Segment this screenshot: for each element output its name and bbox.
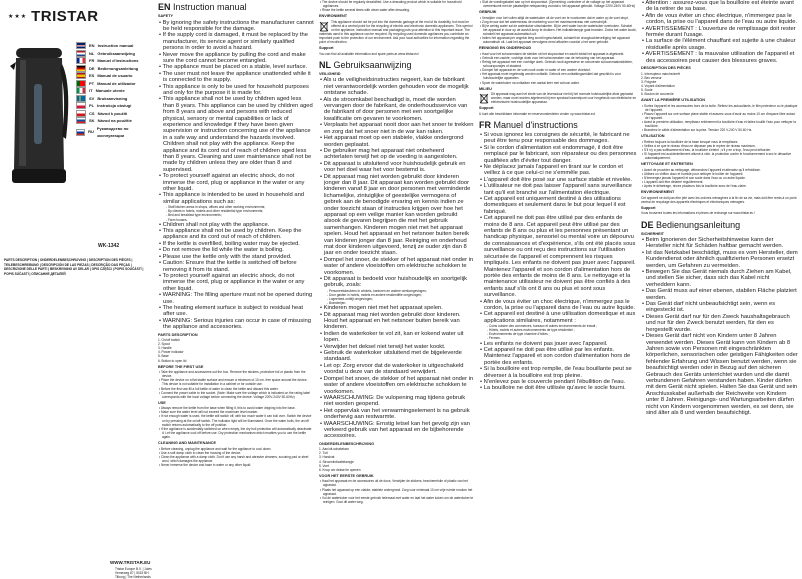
list-item: • Place the device on a flat stable surface and ensure a minimum of 10 cm. free space around the device. This device is not suitable for installation in a cabinet or for outside use.: [158, 378, 314, 386]
list-item: • Please use the kettle only with the stand provided.: [158, 254, 314, 260]
before-heading-fr: AVANT LA PREMIÈRE UTILISATION: [641, 98, 705, 103]
list-item: • AVERTISSEMENT : L'ouverture de remplissage doit rester fermée durant l'usage.: [641, 26, 799, 39]
list-item: • La surface de l'élément chauffant est sujette à une chaleur résiduelle après usage.: [641, 38, 799, 51]
parts-list-fr: [641, 72, 799, 97]
list-item: • Indien het apparaat per ongeluk leeg wordt ingeschakeld, schakelt de droogkookbeveiliging het apparaat automatisch uit. Laat het apparaat vervolgens eerst afkoelen voordat u het weer gebruikt.: [479, 36, 637, 44]
list-item: 5. Voet: [319, 463, 329, 468]
language-de: DE Bedienungsanleitung: [76, 65, 150, 73]
list-item: • Avant la première utilisation, remplissez entièrement la bouilloire d'eau et faites bouillir l'eau pour nettoyer la bouilloire.: [641, 120, 799, 128]
language-cs: CS Návod k použití: [76, 110, 150, 118]
list-item: - Environnements de type chambre d'hôtes ;: [479, 332, 637, 336]
list-item: • The device should be regularly decalcified. Use a descaling product which is suitable for household appliances.: [319, 0, 474, 8]
safety-heading-nl: VEILIGHEID: [319, 71, 341, 76]
env-text-fr: Cet appareil ne doit pas être jeté avec les ordures ménagères à la fin de sa vie, mais doit être remis à un point central de recyclage des appareils électriques et électroniques ménagers.: [641, 195, 797, 204]
list-item: • Bij te weinig water zal de waterkoker uitschakelen. Bij te veel water kan de waterkoker overkoken. Schakel het apparaat in door op de aan/uit-knop te drukken. Het indicatielampje gaat branden. Zodra het water kookt, schakelt het apparaat automatisch uit.: [479, 24, 637, 36]
list-item: • If the supply cord is damaged, it must be replaced by the manufacturer, its service agent or similarly qualified persons in order to avoid a hazard.: [158, 32, 314, 51]
list-item: • Attention : assurez-vous que la bouilloire est éteinte avant de la retirer de sa base.: [641, 0, 799, 13]
list-item: • Indien de waterkoker te vol zit, kan er kokend water uit lopen.: [319, 331, 474, 344]
language-list: [76, 42, 150, 140]
list-item: - Coins cuisine des commerces, bureaux et autres environnements de travail ;: [479, 324, 637, 328]
list-item: • Dit apparaat is bedoeld voor huishoudelijk en soortgelijk gebruik, zoals:: [319, 276, 474, 289]
list-item: 1. Interrupteur marche/arrêt: [641, 71, 680, 76]
list-item: 4. Voyant d'alimentation: [641, 83, 675, 88]
before-heading-en: BEFORE THE FIRST USE: [158, 364, 204, 369]
list-item: • To protect yourself against an electric shock, do not immerse the cord, plug or appliance in the water or any other liquid.: [158, 173, 314, 192]
language-fr: FR Manuel d'instructions: [76, 57, 150, 65]
list-item: - Door gasten in hotels, motels en andere residentiële omgevingen;: [319, 293, 474, 297]
use-list-nl: [319, 289, 474, 305]
brand: [8, 8, 99, 25]
list-item: • Si l'appareil est accidentellement allumé à vide, la protection contre le fonctionnement à sec le désactive automatiquement.: [641, 152, 799, 160]
list-item: • This appliance shall not be used by children aged less than 8 years. This appliance can be used by children aged from 8 years and above and persons with reduced physical, sensory or mental capabilities or lack of experience and knowledge if they have been given supervision or instruction concerning use of the appliance in a safe way and understand the hazards involved. Children shall not play with the appliance. Keep the appliance and its cord out of reach of children aged less than 8 years. Cleaning and user maintenance shall not be made by children unless they are older than 8 and supervised.: [158, 96, 314, 173]
clean-heading-nl: REINIGING EN ONDERHOUD: [479, 46, 532, 51]
section-title-en: EN Instruction manual: [158, 2, 247, 12]
section-title-fr: FR Manuel d'instructions: [479, 119, 578, 130]
usage-list-fr: [641, 140, 799, 160]
list-item: • Cet appareil ne doit pas être utilisé par des enfants de moins de 8 ans. Cet appareil peut être utilisé par des enfants de 8 ans ou plus et les personnes présentant un handicap physique, sensoriel ou mental voire un dépourvu de connaissances et d'expérience, s'ils ont été placés sous surveillance ou ont reçu des instructions sur l'utilisation sécurisée de l'appareil et comprennent les risques impliqués. Les enfants ne doivent pas jouer avec l'appareil. Maintenez l'appareil et son cordon d'alimentation hors de portée des enfants de moins de 8 ans. Le nettoyage et la maintenance utilisateur ne doivent pas être confiés à des enfants sauf s'ils ont 8 ans ou plus et sont sous surveillance.: [479, 215, 637, 298]
list-item: 3. Handvat: [319, 455, 335, 460]
list-item: • WAARSCHUWING: De vulopening mag tijdens gebruik niet worden geopend.: [319, 395, 474, 408]
list-item: • Si la bouilloire est trop remplie, de l'eau bouillante peut se déverser à la bouilloire est trop pleine.: [479, 366, 637, 379]
cover-column: [0, 0, 152, 579]
cont-list-nl: [479, 0, 637, 8]
list-item: 1. On/off switch: [158, 338, 180, 343]
clean-heading-en: CLEANING AND MAINTENANCE: [158, 441, 217, 446]
list-item: 4. Stroomindicatielampje: [319, 459, 354, 464]
list-item: • De gebruiker mag het apparaat niet onbeheerd achterlaten terwijl het op de voeding is aangesloten.: [319, 148, 474, 161]
list-item: • Gebruik een zachte, vochtige doek voor het schoonmaken van de behuizing van het apparaat.: [479, 56, 637, 60]
list-item: 2. Tuit: [319, 451, 328, 456]
list-item: • Always remove the kettle from the base when filling it, this to avoid water dripping into the base.: [158, 406, 314, 410]
list-item: • Dompel het snoer, de stekker of het apparaat niet onder in water of andere vloeistoffen om elektrische schokken te voorkomen.: [319, 376, 474, 395]
list-item: • Cet appareil est destiné à une utilisation domestique et aux applications similaires, notamment :: [479, 311, 637, 324]
list-item: • Before cleaning, unplug the appliance and wait for the appliance to cool down.: [158, 447, 314, 451]
english-column: [158, 0, 314, 575]
flag-pl-icon: [76, 102, 86, 109]
list-item: • If the appliance is accidentally switched on when empty, the dry boil protection will automatically deactivate it. Let the appliance cool off before use. Dry protection mechanism which enables you to use the kettle again.: [158, 427, 314, 439]
list-item: • Cet appareil est uniquement destiné à des utilisations domestiques et seulement dans le but pour lequel il est fabriqué.: [479, 196, 637, 215]
support-text-en: You can find all available information and spare parts at www.tristar.eu!: [319, 51, 419, 56]
list-item: • Dompel het apparaat en de voet nooit onder in water of een andere vloeistof.: [479, 68, 637, 72]
list-item: • This appliance shall not be used by children. Keep the appliance and its cord out of reach of children.: [158, 228, 314, 241]
parts-heading-en: PARTS DESCRIPTION: [158, 332, 198, 337]
list-item: • Das Gerät muss auf einer ebenen, stabilen Fläche platziert werden.: [641, 288, 799, 301]
list-item: • Haal het apparaat en de accessoires uit de doos. Verwijder de stickers, beschermfolie of plastic van het apparaat.: [319, 479, 474, 487]
use-list-fr: [479, 324, 637, 340]
clean-list-fr: [641, 168, 799, 188]
list-item: 2. Bec verseur: [641, 75, 662, 80]
list-item: 5. Socle: [641, 87, 653, 92]
language-nl: NL Gebruiksaanwijzing: [76, 50, 150, 58]
list-item: 6. Knop om deksel te openen: [319, 467, 361, 472]
list-item: • Gebruik de waterkoker uitsluitend met de bijgeleverde standaard.: [319, 350, 474, 363]
crossed-bin-icon: [479, 92, 489, 104]
safety-heading-de: SICHERHEIT: [641, 231, 664, 236]
list-item: - Logeerbed-ontbijt omgevingen;: [319, 297, 474, 301]
support-heading-fr: Support: [641, 205, 656, 210]
language-sk: SK Návod na použitie: [76, 117, 150, 125]
list-item: • Branchez le câble d'alimentation sur la prise. Tension 220 V-240 V 50-60 Hz.: [641, 128, 799, 132]
list-item: • Het oppervlak van het verwarmingselement is na gebruik onderhevig aan restwarmte.: [319, 408, 474, 421]
list-item: • Si le cordon d'alimentation est endommagé, il doit être remplacé par le fabricant, son réparateur ou des personnes qualifiées afin d'éviter tout danger.: [479, 145, 637, 164]
list-item: • Make sure the water level will not exceed the maximum level marker.: [158, 410, 314, 414]
crossed-bin-icon: [319, 20, 329, 32]
list-item: • Children shall not play with the appliance.: [158, 222, 314, 228]
clean-list-en: [158, 447, 314, 467]
cont-list-en: [319, 0, 474, 12]
list-item: - Hôtels, motels et autres environnements de type résidentiel ;: [479, 328, 637, 332]
list-item: • S'il n'y a pas suffisamment d'eau, la bouilloire s'éteint ; s'il y en a trop, l'eau peut déborder.: [641, 148, 799, 152]
list-item: • L'appareil doit être détartré régulièrement.: [641, 180, 799, 184]
flag-es-icon: [76, 72, 86, 79]
env-text-en: This appliance should not be put into the domestic garbage at the end of its durability, but must be offered at a central point for the recycling of electric and electronic domestic appliances. This symbol on the appliance, instruction manual and packaging puts your attention to this important issue. The materials used in this appliance can be recycled. By recycling used domestic appliances you contribute an important push to the protection of our environment. Ask your local authorities for information regarding the point of recollection.: [319, 19, 473, 45]
list-item: • Vul de waterkoker voor het eerste gebruik helemaal met water en laat het water koken om de waterkoker te reinigen. Gooi dit water weg.: [319, 496, 474, 504]
list-item: • Retirez toujours la bouilloire de la base lorsque vous la remplissez.: [641, 140, 799, 144]
support-heading-nl: Support: [479, 106, 494, 111]
list-item: 3. Poignée: [641, 79, 657, 84]
list-item: • Let op: Zorg ervoor dat de waterkoker is uitgeschakeld voordat u deze van de standaard verwijdert.: [319, 363, 474, 376]
list-item: 4. Power indicator: [158, 350, 184, 355]
english-dutch-column: [319, 0, 474, 575]
multilanguage-heading: PARTS DESCRIPTION | ONDERDELENBESCHRIJVING | DESCRIPTION DES PIÈCES | TEILEBESCHREIBUNG | DESCRIPCIÓN DE LAS PIEZAS | DESCRIÇÃO DAS PEÇAS | DESCRIZIONE DELLE PARTI | BESKRIVNING AV DELAR | OPIS CZĘŚCI | POPIS SOUČÁSTÍ | POPIS SÚČASTÍ | ОПИСАНИЕ ДЕТАЛЕЙ: [4, 258, 144, 276]
list-item: • Verwijder het deksel niet terwijl het water kookt.: [319, 344, 474, 350]
list-item: • WARNING: Serious injuries can occur in case of misusing the appliance and accessories.: [158, 318, 314, 331]
list-item: • N'immergez jamais l'appareil et son socle dans l'eau ou un autre liquide.: [641, 176, 799, 180]
list-item: • Ne déplacez jamais l'appareil en tirant sur le cordon et veillez à ce que celui-ci ne s'emmêle pas.: [479, 164, 637, 177]
language-ru: RU Руководство по эксплуатации: [76, 125, 150, 140]
flag-en-icon: [76, 42, 86, 49]
safety2-list-fr: [479, 341, 637, 392]
list-item: • Ist das Netzkabel beschädigt, muss es vom Hersteller, dem Kundendienst oder ähnlich qualifizierten Personen ersetzt werden, um Gefahren zu vermeiden.: [641, 250, 799, 269]
clean-heading-fr: NETTOYAGE ET ENTRETIEN: [641, 162, 693, 167]
list-item: • Das Gerät darf nicht unbeaufsichtigt sein, wenn es eingesteckt ist.: [641, 301, 799, 314]
list-item: - Farm houses.: [158, 218, 314, 222]
list-item: • This appliance is only to be used for household purposes and only for the purpose it is made for.: [158, 84, 314, 97]
safety2-list-nl: [319, 305, 474, 440]
company-address: Tristar Europe B.V. | Jules Verneweg 87 | 5015 BH Tilburg | The Netherlands: [115, 567, 152, 579]
list-item: • WARNING: The filling aperture must not be opened during use.: [158, 292, 314, 305]
language-sv: SV Bruksanvisning: [76, 95, 150, 103]
list-item: • Avant de procéder au nettoyage, débranchez l'appareil et attendez qu'il refroidisse.: [641, 168, 799, 172]
flag-ru-icon: [76, 129, 85, 136]
flag-nl-icon: [76, 50, 86, 57]
list-item: • The heating element surface is subject to residual heat after use.: [158, 305, 314, 318]
before-heading-nl: VOOR HET EERSTE GEBRUIK: [319, 473, 374, 478]
safety-list-nl: [319, 77, 474, 288]
list-item: • Kinderen mogen niet met het apparaat spelen.: [319, 305, 474, 311]
model-number: WK-1342: [98, 243, 120, 249]
list-item: • Do not remove the lid while the water is boiling.: [158, 247, 314, 253]
section-title-de: DE Bedienungsanleitung: [641, 219, 741, 230]
list-item: - Bed and breakfast type environments;: [158, 213, 314, 217]
dutch-french-column: [479, 0, 637, 575]
safety-heading-en: SAFETY: [158, 14, 173, 18]
use-heading-fr: UTILISATION: [641, 134, 665, 139]
usage-list-en: [158, 406, 314, 439]
list-item: • Haal voor het schoonmaken de stekker uit het stopcontact en wacht totdat het apparaat is afgekoeld.: [479, 52, 637, 56]
parts-heading-nl: ONDERDELENBESCHRIJVING: [319, 441, 375, 446]
list-item: • Het apparaat moet op een stabiele, vlakke ondergrond worden geplaatst.: [319, 135, 474, 148]
flag-fr-icon: [76, 57, 86, 64]
list-item: • Connect the power cable to the socket. (Note: Make sure the voltage which is indicated on the rating label corresponds with the local voltage before connecting the device. Voltage 220V-240V 50-60Hz): [158, 391, 314, 399]
list-item: • Beim Ignorieren der Sicherheitshinweise kann der Hersteller nicht für Schäden haftbar gemacht werden.: [641, 237, 799, 250]
list-item: 3. Handle: [158, 346, 172, 351]
parts-list-en: [158, 338, 314, 363]
list-item: • N'enlevez pas le couvercle pendant l'ébullition de l'eau.: [479, 379, 637, 385]
env-heading-fr: ENVIRONNEMENT: [641, 190, 675, 195]
list-item: • Als u de veiligheidsinstructies negeert, kan de fabrikant niet verantwoordelijk worden gehouden voor de mogelijk ontstane schade.: [319, 77, 474, 96]
list-item: • Si vous ignorez les consignes de sécurité, le fabricant ne peut être tenu pour responsable des dommages.: [479, 132, 637, 145]
clean-list-nl: [479, 52, 637, 85]
list-item: - Boerderijen.: [319, 301, 474, 305]
flag-de-icon: [76, 65, 86, 72]
language-it: IT Manuale utente: [76, 87, 150, 95]
safety-list-fr: [479, 132, 637, 324]
list-item: • Sortez l'appareil et les accessoires hors de la boîte. Retirez les autocollants, le film protecteur ou le plastique de l'appareil.: [641, 104, 799, 112]
section-title-nl: NL Gebruiksaanwijzing: [319, 59, 412, 70]
list-item: • Het apparaat moet regelmatig worden ontkalkt. Gebruik een ontkalkingsmiddel dat geschikt is voor huishoudelijke apparaten.: [479, 72, 637, 80]
list-item: • Afin de vous éviter un choc électrique, n'immergez pas le cordon, la prise ou l'appareil dans de l'eau ou autre liquide.: [479, 299, 637, 312]
brand-stars: ★★★: [8, 13, 28, 20]
website-link[interactable]: WWW.TRISTAR.EU: [110, 560, 151, 565]
list-item: • Dieses Gerät darf nur für den Zweck haushaltsgebrauch und nur für den Zweck benutzt werden, für den es hergestellt wurde.: [641, 314, 799, 333]
list-item: • AVERTISSEMENT : la mauvaise utilisation de l'appareil et des accessoires peut causer des blessures graves.: [641, 51, 799, 64]
list-item: • Sluit de voedingskabel aan op het stopcontact. (Opmerking: controleer of de voltage op het apparaat overeenkomt met de plaatselijke netspanning voordat u het apparaat gebruikt. Voltage 220V-240V 50-60Hz): [479, 0, 637, 8]
list-item: • L'utilisateur ne doit pas laisser l'appareil sans surveillance tant qu'il est branché sur l'alimentation électrique.: [479, 183, 637, 196]
list-item: • Zorg ervoor dat het waterniveau de markering voor het maximumniveau niet overschrijdt.: [479, 20, 637, 24]
list-item: 6. Bouton de couvercle: [641, 92, 674, 97]
flag-pt-icon: [76, 80, 86, 87]
parts-heading-fr: DESCRIPTION DES PIÈCES: [641, 66, 691, 71]
list-item: • Spoel de waterkoker na ontkalken een aantal keer met schoon water.: [479, 81, 637, 85]
env-heading-en: ENVIRONMENT: [319, 14, 348, 19]
language-es: ES Manual de usuario: [76, 72, 150, 80]
list-item: • By ignoring the safety instructions the manufacturer cannot be held responsible for the damage.: [158, 20, 314, 33]
list-item: • Never move the appliance by pulling the cord and make sure the cord cannot become entangled.: [158, 52, 314, 65]
list-item: • Als de stroomkabel beschadigd is, moet die worden vervangen door de fabrikant, de onderhoudsservice van de fabrikant of door personen met een soortgelijke kwalificatie om gevaren te voorkomen.: [319, 97, 474, 123]
list-item: - Personeelskeukens in winkels, kantoren en andere werkomgevingen;: [319, 289, 474, 293]
list-item: • This appliance is intended to be used in household and similar applications such as:: [158, 192, 314, 205]
list-item: • Dit apparaat is uitsluitend voor huishoudelijk gebruik en voor het doel waar het voor bestemd is.: [319, 161, 474, 174]
support-heading-en: Support: [319, 46, 334, 51]
safety2-list-en: [158, 222, 314, 331]
brand-logo: TRISTAR: [31, 8, 99, 25]
list-item: • Verwijder voor het vullen altijd de waterkoker uit de voet om te voorkomen dat er water op de voet drupt.: [479, 16, 637, 20]
list-item: - Staff kitchen areas in shops, offices and other working environments;: [158, 205, 314, 209]
list-item: • Dieses Gerät darf nicht von Kindern unter 8 Jahren verwendet werden. Dieses Gerät kann von Kindern ab 8 Jahren sowie von Personen mit eingeschränkten körperlichen, sensorischen oder geistigen Fähigkeiten oder fehlender Erfahrung und Wissen benutzt werden, wenn sie beaufsichtigt werden oder in Bezug auf den sicheren Gebrauch des Geräts unterrichtet wurden und die damit verbundenen Gefahren verstanden haben. Kinder dürfen mit dem Gerät nicht spielen. Halten Sie das Gerät und sein Anschlusskabel außerhalb der Reichweite von Kindern unter 8 Jahren. Reinigungs- und Wartungsarbeiten dürfen nicht von Kindern vorgenommen werden, es sei denn, sie sind älter als 8 und werden beaufsichtigt.: [641, 333, 799, 416]
list-item: • Clean the appliance with a damp cloth. Don't use any harsh and abrasive cleaners, scouring pad or steel wool, which damages the appliance.: [158, 455, 314, 463]
list-item: • The user must not leave the appliance unattended while it is connected to the supply.: [158, 71, 314, 84]
list-item: 5. Base: [158, 354, 169, 359]
list-item: • Reinig het apparaat met een vochtige doek. Gebruik nooit agressieve en schurende schoonmaakmiddelen, schuursponsjes of staalwol.: [479, 60, 637, 68]
list-item: - Fermes.: [479, 336, 637, 340]
list-item: • Dit apparaat mag niet worden gebruikt door kinderen jonger dan 8 jaar. Dit apparaat kan worden gebruikt door kinderen vanaf 8 jaar en door personen met verminderde lichamelijke, zintuiglijke of geestelijke vermogens of gebrek aan de benodigde ervaring en kennis indien ze onder toezicht staan of instructies krijgen over hoe het apparaat op een veilige manier kan worden gebruikt alsook de gevaren begrijpen die met het gebruik samenhangen. Kinderen mogen niet met het apparaat spelen. Houd het apparaat en het netsnoer buiten bereik van kinderen jonger dan 8 jaar. Reiniging en onderhoud mat door kinderen uitgevoerd, tenzij ze ouder zijn dan 8 jaar en onder toezicht staan.: [319, 174, 474, 257]
use-heading-en: USE: [158, 400, 166, 405]
list-item: • To protect yourself against an electric shock, do not immerse the cord, plug or appliance in the water or any other liquid.: [158, 273, 314, 292]
list-item: • Placez l'appareil sur une surface plane stable et assurez-vous d'avoir au moins 10 cm d'espace libre autour de l'appareil.: [641, 112, 799, 120]
list-item: • Verplaats het apparaat nooit door aan het snoer te trekken en zorg dat het snoer niet in de war kan raken.: [319, 122, 474, 135]
kettle-illustration: [10, 44, 72, 189]
list-item: • WAARSCHUWING: Ernstig letsel kan het gevolg zijn van verkeerd gebruik van het apparaat en de bijbehorende accessoires.: [319, 421, 474, 440]
list-item: • L'appareil doit être posé sur une surface stable et nivelée.: [479, 177, 637, 183]
list-item: • If the kettle is overfilled, boiling water may be ejected.: [158, 241, 314, 247]
list-item: • La bouilloire ne doit être utilisée qu'avec le socle fourni.: [479, 385, 637, 391]
list-item: • Utilisez un chiffon doux et humide pour nettoyer le boîtier de l'appareil.: [641, 172, 799, 176]
list-item: • Veillez à ce que le niveau d'eau ne dépasse pas le repère de niveau maximum.: [641, 144, 799, 148]
list-item: • Les enfants ne doivent pas jouer avec l'appareil.: [479, 341, 637, 347]
language-en: EN Instruction manual: [76, 42, 150, 50]
list-item: 2. Spout: [158, 342, 170, 347]
list-item: 6. Button to open lid: [158, 358, 187, 363]
list-item: • Rinse the kettle several times with clean water after descaling.: [319, 8, 474, 12]
list-item: • Afin de vous éviter un choc électrique, n'immergez pas le cordon, la prise ou l'appareil dans de l'eau ou autre liquide.: [641, 13, 799, 26]
list-item: • Dit apparaat mag niet worden gebruikt door kinderen. Houd het apparaat en het netsnoer buiten bereik van kinderen.: [319, 312, 474, 331]
before-list-fr: [641, 104, 799, 133]
env-heading-nl: MILIEU: [479, 86, 492, 91]
support-text-fr: Vous trouverez toutes les informations et pièces de rechange sur www.tristar.eu !: [641, 211, 756, 216]
list-item: • If not enough water is used, the kettle will switch off, with too much water it can boil over. Switch the device on by pressing at the on/off switch. The indicator light will be illuminated. Once the water boils, the on/off switch returns automatically to the off position.: [158, 414, 314, 426]
list-item: • The appliance must be placed on a stable, level surface.: [158, 64, 314, 70]
use-list-en: [158, 205, 314, 221]
support-text-nl: U kunt alle beschikbare informatie en reserveonderdelen vinden op www.tristar.eu!: [479, 111, 596, 116]
env-text-nl: Dit apparaat mag aan het einde van de levensduur niet bij het normale huishoudelijke afval geplaatst worden, maar moet worden afgeleverd bij een speciaal inzamelpunt voor hergebruik van elektrische en elektronische huishoudelijke apparatuur.: [479, 92, 637, 104]
use-heading-nl: GEBRUIK: [479, 10, 497, 15]
flag-sv-icon: [76, 95, 86, 102]
list-item: • Cet appareil ne doit pas être utilisé par les enfants. Maintenez l'appareil et son cordon d'alimentation hors de portée des enfants.: [479, 347, 637, 366]
safety-list-en: [158, 20, 314, 206]
list-item: • Before the first use fill a full kettle of water to clean the kettle and discard this water.: [158, 387, 314, 391]
list-item: - By clients in hotels, motels and other residential type environments;: [158, 209, 314, 213]
list-item: • Use a soft damp cloth to clean the housing of the device.: [158, 451, 314, 455]
list-item: • Never immerse the device and base in water or any other liquid.: [158, 463, 314, 467]
list-item: • Plaats het apparaat op een vlakke, stabiele ondergrond. Zorg voor minimaal 10 cm vrije ruimte rondom het apparaat.: [319, 488, 474, 496]
list-item: • Dompel het snoer, de stekker of het apparaat niet onder in water of andere vloeistoffen om elektrische schokken te voorkomen.: [319, 257, 474, 276]
language-pl: PL Instrukcja obsługi: [76, 102, 150, 110]
list-item: • Take the appliance and accessoires out the box. Remove the stickers, protective foil or plastic from the device.: [158, 370, 314, 378]
flag-sk-icon: [76, 117, 86, 124]
usage-list-nl: [479, 16, 637, 45]
safety-list-de: [641, 237, 799, 416]
before-list-nl: [319, 479, 474, 504]
safety3-list-fr: [641, 0, 799, 64]
french-german-column: [641, 0, 799, 575]
before-list-en: [158, 370, 314, 399]
list-item: • Caution: Ensure that the kettle is switched off before removing it from its stand.: [158, 260, 314, 273]
list-item: • Après le détartrage, rincez plusieurs fois la bouilloire avec de l'eau claire.: [641, 184, 799, 188]
list-item: • Bewegen Sie das Gerät niemals durch Ziehen am Kabel, und stellen Sie sicher, dass sich das Kabel nicht verheddern kann.: [641, 269, 799, 288]
flag-cs-icon: [76, 110, 86, 117]
language-pt: PT Manual de utilizador: [76, 80, 150, 88]
flag-it-icon: [76, 87, 86, 94]
parts-list-nl: [319, 447, 474, 472]
list-item: 1. Aan/uit-schakelaar: [319, 447, 349, 452]
